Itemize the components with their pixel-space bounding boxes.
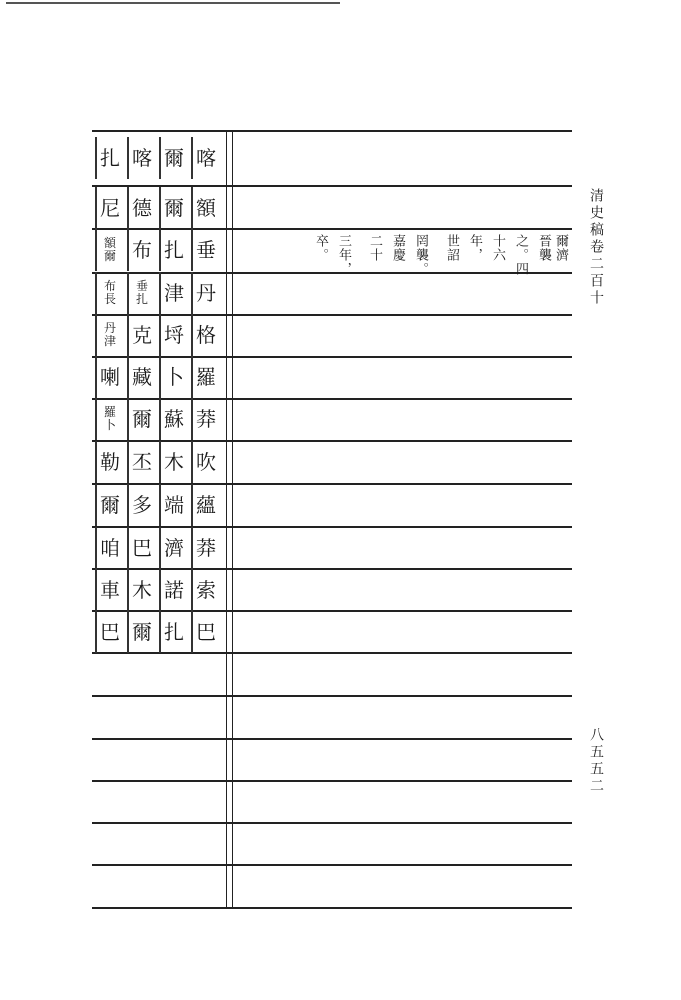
name-cell: 額 <box>191 187 219 229</box>
name-cell: 德 <box>127 187 155 229</box>
name-cell: 羅 <box>191 356 219 398</box>
name-cell: 木 <box>127 569 155 611</box>
note-column: 卒。 <box>313 234 328 262</box>
name-cell: 多 <box>127 484 155 526</box>
name-cell: 吹 <box>191 441 219 483</box>
table-row <box>95 484 225 526</box>
name-cell: 喇 <box>95 356 123 398</box>
name-cell: 喀 <box>191 137 219 179</box>
table-rule <box>92 822 572 824</box>
name-cell: 羅 卜 <box>95 398 123 440</box>
name-cell: 蘇 <box>159 398 187 440</box>
name-cell: 垂 <box>191 229 219 271</box>
name-cell: 索 <box>191 569 219 611</box>
note-column: 晉襲 <box>536 234 551 262</box>
name-cell: 木 <box>159 441 187 483</box>
name-cell: 扎 <box>159 611 187 653</box>
note-column: 罔襲。 <box>413 234 428 276</box>
name-cell: 爾 <box>127 398 155 440</box>
table-rule <box>92 864 572 866</box>
top-border-rule <box>6 2 340 4</box>
page-number: 八五五二 <box>588 727 604 795</box>
table-rule <box>92 780 572 782</box>
name-cell: 巴 <box>191 611 219 653</box>
table-rule <box>92 907 572 909</box>
table-row <box>95 229 225 271</box>
table-row <box>95 398 225 440</box>
table-row <box>95 569 225 611</box>
biography-note <box>238 234 568 274</box>
name-cell: 咱 <box>95 527 123 569</box>
name-cell: 卜 <box>159 356 187 398</box>
name-cell: 埒 <box>159 314 187 356</box>
table-row <box>95 441 225 483</box>
name-cell: 濟 <box>159 527 187 569</box>
name-cell: 諾 <box>159 569 187 611</box>
note-column: 之。四 <box>513 234 528 276</box>
name-cell: 藏 <box>127 356 155 398</box>
note-column: 十六 <box>490 234 505 262</box>
name-cell: 莽 <box>191 527 219 569</box>
name-cell: 莽 <box>191 398 219 440</box>
name-cell: 津 <box>159 272 187 314</box>
table-row <box>95 527 225 569</box>
name-cell: 扎 <box>159 229 187 271</box>
name-cell: 勒 <box>95 441 123 483</box>
table-row <box>95 356 225 398</box>
table-rule <box>92 738 572 740</box>
note-column: 嘉慶 <box>390 234 405 262</box>
name-cell: 扎 <box>95 137 123 179</box>
table-rule <box>92 695 572 697</box>
name-cell: 垂 扎 <box>127 272 155 314</box>
name-cell: 丕 <box>127 441 155 483</box>
table-row <box>95 187 225 229</box>
name-cell: 克 <box>127 314 155 356</box>
table-row <box>95 314 225 356</box>
note-column: 年， <box>467 234 482 262</box>
name-cell: 爾 <box>159 137 187 179</box>
note-column: 世詔 <box>444 234 459 262</box>
note-column: 二十 <box>367 234 382 262</box>
name-cell: 丹 津 <box>95 314 123 356</box>
book-title: 清史稿卷二百十 <box>588 188 604 307</box>
name-cell: 丹 <box>191 272 219 314</box>
column-divider <box>226 130 227 908</box>
name-cell: 爾 <box>95 484 123 526</box>
name-cell: 巴 <box>95 611 123 653</box>
name-cell: 車 <box>95 569 123 611</box>
name-cell: 蘊 <box>191 484 219 526</box>
name-cell: 喀 <box>127 137 155 179</box>
table-row <box>95 272 225 314</box>
name-cell: 巴 <box>127 527 155 569</box>
table-row <box>95 611 225 653</box>
note-column: 爾濟 <box>553 234 568 262</box>
name-cell: 布 長 <box>95 272 123 314</box>
name-column <box>95 130 225 642</box>
name-cell: 布 <box>127 229 155 271</box>
column-divider <box>232 130 233 908</box>
name-cell: 尼 <box>95 187 123 229</box>
name-cell: 格 <box>191 314 219 356</box>
table-row <box>95 137 225 179</box>
note-column: 三年， <box>336 234 351 276</box>
name-cell: 端 <box>159 484 187 526</box>
name-cell: 爾 <box>127 611 155 653</box>
name-cell: 額 爾 <box>95 229 123 271</box>
name-cell: 爾 <box>159 187 187 229</box>
